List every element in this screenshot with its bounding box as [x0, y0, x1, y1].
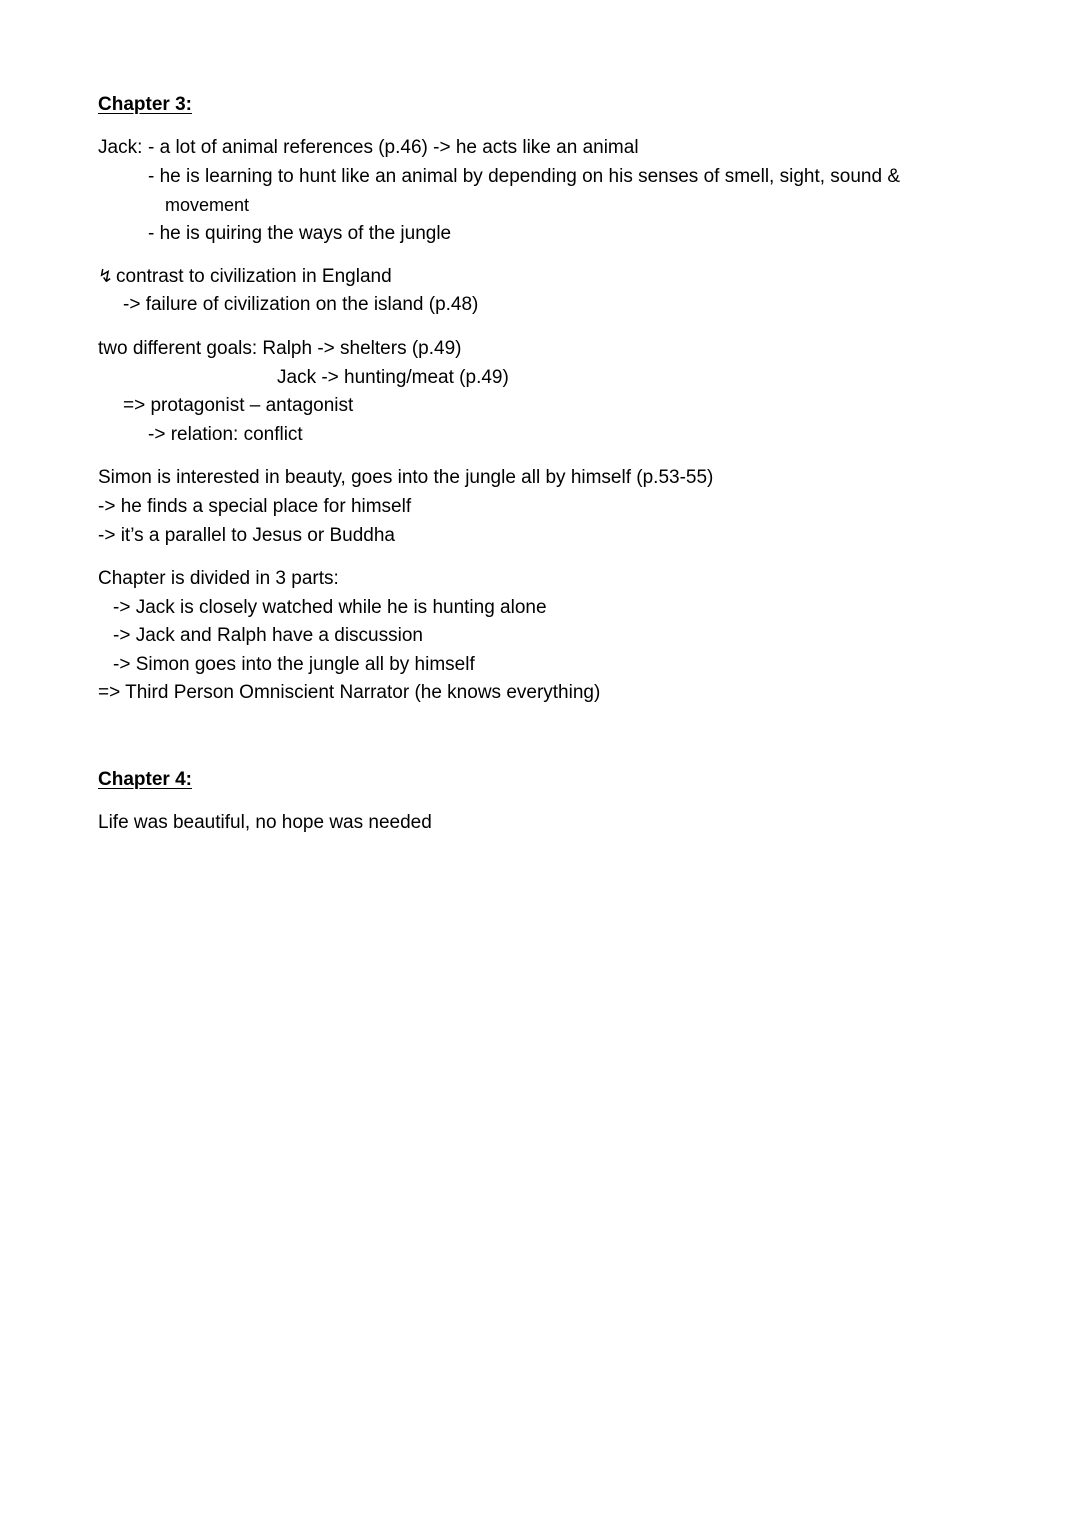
- lightning-icon: ↯: [98, 266, 114, 286]
- simon-line-1: Simon is interested in beauty, goes into the jungle all by himself (p.53-55): [98, 467, 714, 488]
- jack-point-2: - he is learning to hunt like an animal by depending on his senses of smell, sight, sound &: [148, 166, 901, 187]
- contrast-line: contrast to civilization in England: [116, 266, 392, 287]
- simon-line-3: -> it’s a parallel to Jesus or Buddha: [98, 525, 395, 546]
- goals-line-4: -> relation: conflict: [148, 424, 303, 445]
- parts-item-2: -> Jack and Ralph have a discussion: [113, 625, 423, 646]
- chapter-3-heading: Chapter 3:: [98, 94, 192, 115]
- jack-point-2-cont: movement: [165, 195, 250, 215]
- jack-label: Jack:: [98, 137, 143, 158]
- parts-intro: Chapter is divided in 3 parts:: [98, 568, 339, 589]
- goals-line-1: two different goals: Ralph -> shelters (p.49): [98, 338, 462, 359]
- contrast-sub-line: -> failure of civilization on the island (p.48): [123, 294, 479, 315]
- goals-line-3: => protagonist – antagonist: [123, 395, 354, 416]
- parts-item-1: -> Jack is closely watched while he is hunting alone: [113, 597, 547, 618]
- parts-item-3: -> Simon goes into the jungle all by himself: [113, 654, 475, 675]
- parts-conclusion: => Third Person Omniscient Narrator (he knows everything): [98, 682, 601, 703]
- jack-point-3: - he is quiring the ways of the jungle: [148, 223, 452, 244]
- goals-line-2: Jack -> hunting/meat (p.49): [277, 367, 509, 388]
- chapter-4-text: Life was beautiful, no hope was needed: [98, 812, 432, 833]
- chapter-4-heading: Chapter 4:: [98, 769, 192, 790]
- jack-point-1: - a lot of animal references (p.46) -> he acts like an animal: [148, 137, 639, 158]
- simon-line-2: -> he finds a special place for himself: [98, 496, 412, 517]
